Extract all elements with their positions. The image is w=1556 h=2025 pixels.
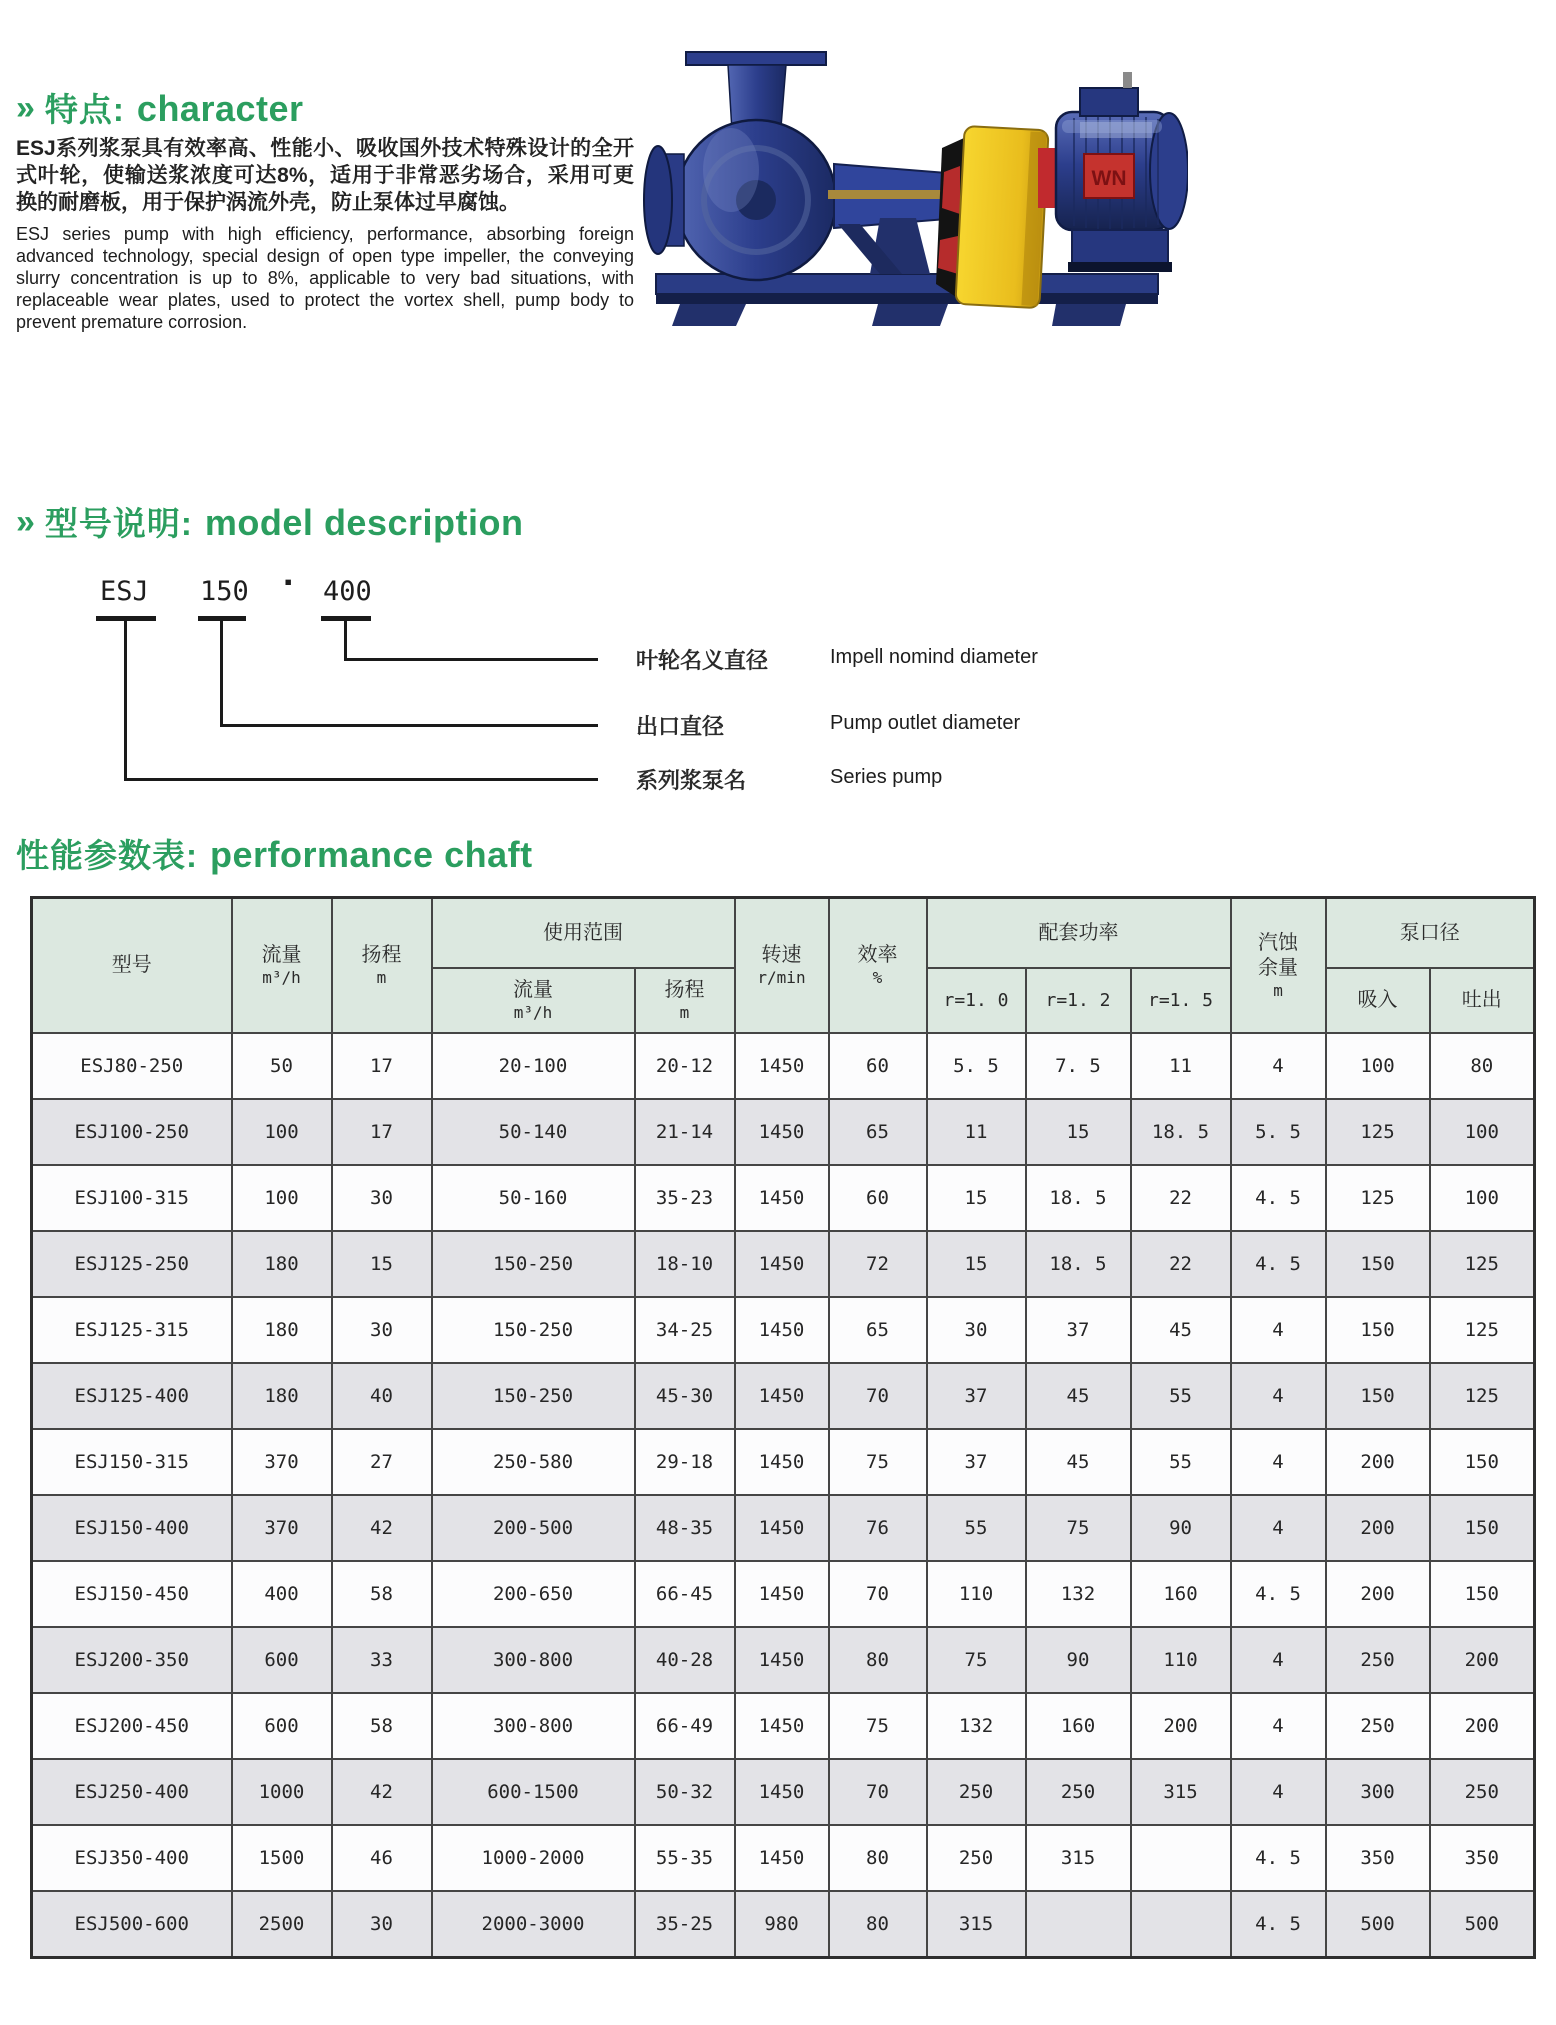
value-cell: 58: [332, 1693, 432, 1759]
value-cell: 11: [1131, 1033, 1231, 1099]
value-cell: 1450: [735, 1231, 829, 1297]
title-zh: 性能参数表:: [16, 837, 198, 874]
value-cell: 42: [332, 1495, 432, 1561]
value-cell: 1450: [735, 1495, 829, 1561]
value-cell: 180: [232, 1231, 332, 1297]
value-cell: 500: [1326, 1891, 1430, 1958]
diagram-connector: [344, 621, 347, 661]
value-cell: 70: [829, 1759, 927, 1825]
table-row: [32, 1495, 1535, 1561]
value-cell: 2500: [232, 1891, 332, 1958]
belt-guard: [955, 126, 1048, 308]
value-cell: 90: [1131, 1495, 1231, 1561]
value-cell: 1450: [735, 1825, 829, 1891]
model-cell: ESJ500-600: [32, 1891, 232, 1958]
table-row: [32, 1627, 1535, 1693]
value-cell: 45: [1026, 1363, 1131, 1429]
col-header-port: 泵口径: [1326, 898, 1535, 969]
diagram-connector: [220, 621, 223, 727]
title-en: character: [136, 88, 304, 129]
table-row: [32, 1561, 1535, 1627]
value-cell: 315: [927, 1891, 1026, 1958]
col-header-r10: r=1. 0: [927, 968, 1026, 1033]
value-cell: 150: [1326, 1297, 1430, 1363]
value-cell: 66-49: [635, 1693, 735, 1759]
value-cell: 400: [232, 1561, 332, 1627]
value-cell: 18. 5: [1131, 1099, 1231, 1165]
section-title-model: [16, 498, 523, 545]
value-cell: 40-28: [635, 1627, 735, 1693]
eye-bolt: [1123, 72, 1132, 88]
value-cell: 1450: [735, 1297, 829, 1363]
value-cell: 200: [1326, 1561, 1430, 1627]
value-cell: 160: [1026, 1693, 1131, 1759]
value-cell: 35-23: [635, 1165, 735, 1231]
value-cell: 55: [1131, 1429, 1231, 1495]
col-header-flow: 流量 m³/h: [232, 898, 332, 1034]
diagram-label-zh: 系列浆泵名: [636, 768, 747, 793]
value-cell: 4. 5: [1231, 1561, 1326, 1627]
value-cell: 55: [927, 1495, 1026, 1561]
value-cell: 100: [1326, 1033, 1430, 1099]
value-cell: 200-650: [432, 1561, 635, 1627]
model-code-outlet: 150: [200, 576, 249, 607]
table-row: [32, 1759, 1535, 1825]
value-cell: 350: [1326, 1825, 1430, 1891]
model-cell: ESJ150-400: [32, 1495, 232, 1561]
value-cell: 72: [829, 1231, 927, 1297]
value-cell: 15: [332, 1231, 432, 1297]
diagram-connector: [344, 658, 598, 661]
value-cell: 1450: [735, 1759, 829, 1825]
value-cell: 1000-2000: [432, 1825, 635, 1891]
value-cell: 315: [1131, 1759, 1231, 1825]
model-cell: ESJ250-400: [32, 1759, 232, 1825]
value-cell: 80: [829, 1825, 927, 1891]
col-header-efficiency: 效率 %: [829, 898, 927, 1034]
value-cell: 34-25: [635, 1297, 735, 1363]
value-cell: 80: [829, 1891, 927, 1958]
model-cell: ESJ150-315: [32, 1429, 232, 1495]
discharge-flange: [686, 52, 826, 65]
value-cell: 1500: [232, 1825, 332, 1891]
value-cell: 1450: [735, 1099, 829, 1165]
col-header-head: 扬程 m: [332, 898, 432, 1034]
value-cell: 60: [829, 1165, 927, 1231]
title-en: model description: [204, 502, 524, 543]
model-cell: ESJ100-315: [32, 1165, 232, 1231]
motor-badge-text: WN: [1091, 167, 1127, 190]
value-cell: 200: [1326, 1495, 1430, 1561]
value-cell: 250: [1430, 1759, 1535, 1825]
table-row: [32, 1693, 1535, 1759]
chevron-icon: »: [16, 503, 35, 541]
value-cell: 55: [1131, 1363, 1231, 1429]
value-cell: [1131, 1891, 1231, 1958]
value-cell: 150: [1430, 1561, 1535, 1627]
value-cell: 150: [1326, 1363, 1430, 1429]
value-cell: 980: [735, 1891, 829, 1958]
value-cell: 315: [1026, 1825, 1131, 1891]
col-header-discharge: 吐出: [1430, 968, 1535, 1033]
value-cell: [1131, 1825, 1231, 1891]
value-cell: 132: [1026, 1561, 1131, 1627]
value-cell: 1450: [735, 1693, 829, 1759]
model-code-separator: ▪: [284, 574, 293, 590]
value-cell: 60: [829, 1033, 927, 1099]
value-cell: 150-250: [432, 1363, 635, 1429]
character-paragraph-zh: ESJ系列浆泵具有效率高、性能小、吸收国外技术特殊设计的全开式叶轮，使输送浆浓度可达8%，适用于非常恶劣场合，采用可更换的耐磨板，用于保护涡流外壳，防止泵体过早腐蚀。: [16, 137, 634, 214]
chevron-icon: »: [16, 89, 35, 127]
value-cell: [1026, 1891, 1131, 1958]
value-cell: 200-500: [432, 1495, 635, 1561]
value-cell: 100: [232, 1165, 332, 1231]
title-zh: 型号说明:: [44, 505, 193, 542]
value-cell: 37: [1026, 1297, 1131, 1363]
value-cell: 150: [1430, 1495, 1535, 1561]
diagram-connector: [124, 778, 598, 781]
value-cell: 200: [1131, 1693, 1231, 1759]
value-cell: 4. 5: [1231, 1231, 1326, 1297]
base-foot-left: [672, 304, 746, 326]
value-cell: 4: [1231, 1363, 1326, 1429]
diagram-connector: [124, 621, 127, 781]
value-cell: 4. 5: [1231, 1891, 1326, 1958]
value-cell: 65: [829, 1297, 927, 1363]
title-en: performance chaft: [210, 834, 533, 875]
value-cell: 37: [927, 1429, 1026, 1495]
value-cell: 250: [1026, 1759, 1131, 1825]
value-cell: 48-35: [635, 1495, 735, 1561]
value-cell: 80: [829, 1627, 927, 1693]
red-patch-upper: [942, 166, 960, 214]
model-cell: ESJ125-400: [32, 1363, 232, 1429]
value-cell: 15: [927, 1165, 1026, 1231]
model-code-impeller: 400: [323, 576, 372, 607]
value-cell: 66-45: [635, 1561, 735, 1627]
terminal-box: [1080, 88, 1138, 116]
value-cell: 160: [1131, 1561, 1231, 1627]
value-cell: 75: [1026, 1495, 1131, 1561]
pump-photo: [628, 22, 1188, 334]
value-cell: 125: [1430, 1297, 1535, 1363]
value-cell: 50-140: [432, 1099, 635, 1165]
value-cell: 30: [332, 1165, 432, 1231]
model-cell: ESJ80-250: [32, 1033, 232, 1099]
col-header-r15: r=1. 5: [1131, 968, 1231, 1033]
value-cell: 20-12: [635, 1033, 735, 1099]
value-cell: 45: [1131, 1297, 1231, 1363]
value-cell: 1450: [735, 1561, 829, 1627]
pump-shaft: [828, 190, 950, 199]
value-cell: 5. 5: [1231, 1099, 1326, 1165]
value-cell: 600: [232, 1627, 332, 1693]
col-header-range-flow: 流量 m³/h: [432, 968, 635, 1033]
value-cell: 150: [1326, 1231, 1430, 1297]
value-cell: 4: [1231, 1429, 1326, 1495]
col-header-r12: r=1. 2: [1026, 968, 1131, 1033]
value-cell: 50-160: [432, 1165, 635, 1231]
value-cell: 250: [1326, 1693, 1430, 1759]
table-row: [32, 1297, 1535, 1363]
value-cell: 125: [1430, 1363, 1535, 1429]
value-cell: 150-250: [432, 1231, 635, 1297]
value-cell: 1450: [735, 1165, 829, 1231]
nameplate: [1080, 122, 1152, 138]
col-header-speed: 转速 r/min: [735, 898, 829, 1034]
value-cell: 500: [1430, 1891, 1535, 1958]
value-cell: 1450: [735, 1033, 829, 1099]
value-cell: 100: [232, 1099, 332, 1165]
value-cell: 75: [927, 1627, 1026, 1693]
col-header-range: 使用范围: [432, 898, 735, 969]
value-cell: 35-25: [635, 1891, 735, 1958]
col-header-range-head: 扬程 m: [635, 968, 735, 1033]
value-cell: 4. 5: [1231, 1165, 1326, 1231]
value-cell: 30: [332, 1297, 432, 1363]
model-cell: ESJ125-250: [32, 1231, 232, 1297]
value-cell: 200: [1430, 1627, 1535, 1693]
model-cell: ESJ350-400: [32, 1825, 232, 1891]
value-cell: 4. 5: [1231, 1825, 1326, 1891]
diagram-label-zh: 叶轮名义直径: [636, 648, 769, 673]
value-cell: 45-30: [635, 1363, 735, 1429]
value-cell: 370: [232, 1429, 332, 1495]
value-cell: 5. 5: [927, 1033, 1026, 1099]
value-cell: 46: [332, 1825, 432, 1891]
value-cell: 350: [1430, 1825, 1535, 1891]
value-cell: 300-800: [432, 1693, 635, 1759]
value-cell: 150: [1430, 1429, 1535, 1495]
value-cell: 132: [927, 1693, 1026, 1759]
value-cell: 250: [927, 1759, 1026, 1825]
value-cell: 100: [1430, 1165, 1535, 1231]
table-body: [32, 1033, 1535, 1958]
table-row: [32, 1429, 1535, 1495]
col-header-model: 型号: [32, 898, 232, 1034]
value-cell: 370: [232, 1495, 332, 1561]
table-row: [32, 1363, 1535, 1429]
diagram-label-en: Series pump: [830, 766, 943, 788]
character-paragraph-en: ESJ series pump with high efficiency, performance, absorbing foreign advanced technology, special design of open type impeller, the conveying slurry concentration is up to 8%, applicable to very bad situations, with replaceable wear plates, used to protect the vortex shell, pump body to prevent premature corrosion.: [16, 224, 634, 332]
value-cell: 30: [927, 1297, 1026, 1363]
title-zh: 特点:: [44, 91, 125, 128]
value-cell: 250: [1326, 1627, 1430, 1693]
value-cell: 15: [927, 1231, 1026, 1297]
value-cell: 100: [1430, 1099, 1535, 1165]
value-cell: 1000: [232, 1759, 332, 1825]
value-cell: 76: [829, 1495, 927, 1561]
value-cell: 15: [1026, 1099, 1131, 1165]
value-cell: 27: [332, 1429, 432, 1495]
base-foot-right: [1052, 304, 1126, 326]
value-cell: 30: [332, 1891, 432, 1958]
value-cell: 22: [1131, 1231, 1231, 1297]
value-cell: 4: [1231, 1759, 1326, 1825]
value-cell: 33: [332, 1627, 432, 1693]
value-cell: 17: [332, 1099, 432, 1165]
volute-highlight: [703, 128, 759, 212]
value-cell: 18-10: [635, 1231, 735, 1297]
section-title-performance: [16, 830, 533, 877]
value-cell: 150-250: [432, 1297, 635, 1363]
value-cell: 600-1500: [432, 1759, 635, 1825]
value-cell: 110: [927, 1561, 1026, 1627]
value-cell: 300-800: [432, 1627, 635, 1693]
table-row: [32, 1099, 1535, 1165]
value-cell: 17: [332, 1033, 432, 1099]
value-cell: 1450: [735, 1363, 829, 1429]
value-cell: 4: [1231, 1627, 1326, 1693]
section-title-character: [16, 84, 304, 131]
motor-foot: [1072, 230, 1168, 264]
value-cell: 42: [332, 1759, 432, 1825]
performance-table: [30, 896, 1536, 1959]
value-cell: 250-580: [432, 1429, 635, 1495]
value-cell: 4: [1231, 1495, 1326, 1561]
value-cell: 58: [332, 1561, 432, 1627]
value-cell: 11: [927, 1099, 1026, 1165]
model-cell: ESJ200-450: [32, 1693, 232, 1759]
value-cell: 300: [1326, 1759, 1430, 1825]
value-cell: 70: [829, 1561, 927, 1627]
red-patch-lower: [938, 236, 958, 274]
value-cell: 125: [1326, 1099, 1430, 1165]
col-header-npsh: 汽蚀 余量 m: [1231, 898, 1326, 1034]
value-cell: 4: [1231, 1297, 1326, 1363]
table-row: [32, 1165, 1535, 1231]
table-row: [32, 1033, 1535, 1099]
model-cell: ESJ200-350: [32, 1627, 232, 1693]
value-cell: 55-35: [635, 1825, 735, 1891]
value-cell: 110: [1131, 1627, 1231, 1693]
diagram-connector: [220, 724, 598, 727]
pump-base-shadow: [656, 293, 1158, 304]
value-cell: 18. 5: [1026, 1231, 1131, 1297]
base-foot-center: [872, 304, 948, 326]
value-cell: 125: [1430, 1231, 1535, 1297]
model-cell: ESJ150-450: [32, 1561, 232, 1627]
value-cell: 65: [829, 1099, 927, 1165]
table-row: [32, 1891, 1535, 1958]
value-cell: 4: [1231, 1693, 1326, 1759]
value-cell: 50-32: [635, 1759, 735, 1825]
value-cell: 90: [1026, 1627, 1131, 1693]
diagram-label-en: Impell nomind diameter: [830, 646, 1038, 668]
diagram-label-en: Pump outlet diameter: [830, 712, 1021, 734]
value-cell: 80: [1430, 1033, 1535, 1099]
model-code-series: ESJ: [100, 576, 149, 607]
value-cell: 45: [1026, 1429, 1131, 1495]
value-cell: 20-100: [432, 1033, 635, 1099]
value-cell: 50: [232, 1033, 332, 1099]
table-row: [32, 1231, 1535, 1297]
value-cell: 29-18: [635, 1429, 735, 1495]
value-cell: 600: [232, 1693, 332, 1759]
value-cell: 2000-3000: [432, 1891, 635, 1958]
value-cell: 4: [1231, 1033, 1326, 1099]
value-cell: 37: [927, 1363, 1026, 1429]
value-cell: 75: [829, 1429, 927, 1495]
model-cell: ESJ100-250: [32, 1099, 232, 1165]
value-cell: 70: [829, 1363, 927, 1429]
value-cell: 18. 5: [1026, 1165, 1131, 1231]
value-cell: 180: [232, 1297, 332, 1363]
suction-flange: [644, 146, 672, 254]
value-cell: 250: [927, 1825, 1026, 1891]
table-row: [32, 1825, 1535, 1891]
col-header-suction: 吸入: [1326, 968, 1430, 1033]
value-cell: 1450: [735, 1627, 829, 1693]
col-header-power: 配套功率: [927, 898, 1231, 969]
value-cell: 22: [1131, 1165, 1231, 1231]
value-cell: 200: [1430, 1693, 1535, 1759]
value-cell: 125: [1326, 1165, 1430, 1231]
value-cell: 1450: [735, 1429, 829, 1495]
model-cell: ESJ125-315: [32, 1297, 232, 1363]
value-cell: 7. 5: [1026, 1033, 1131, 1099]
motor-foot-shadow: [1068, 262, 1172, 272]
value-cell: 180: [232, 1363, 332, 1429]
value-cell: 40: [332, 1363, 432, 1429]
value-cell: 75: [829, 1693, 927, 1759]
value-cell: 21-14: [635, 1099, 735, 1165]
diagram-label-zh: 出口直径: [636, 714, 725, 739]
value-cell: 200: [1326, 1429, 1430, 1495]
